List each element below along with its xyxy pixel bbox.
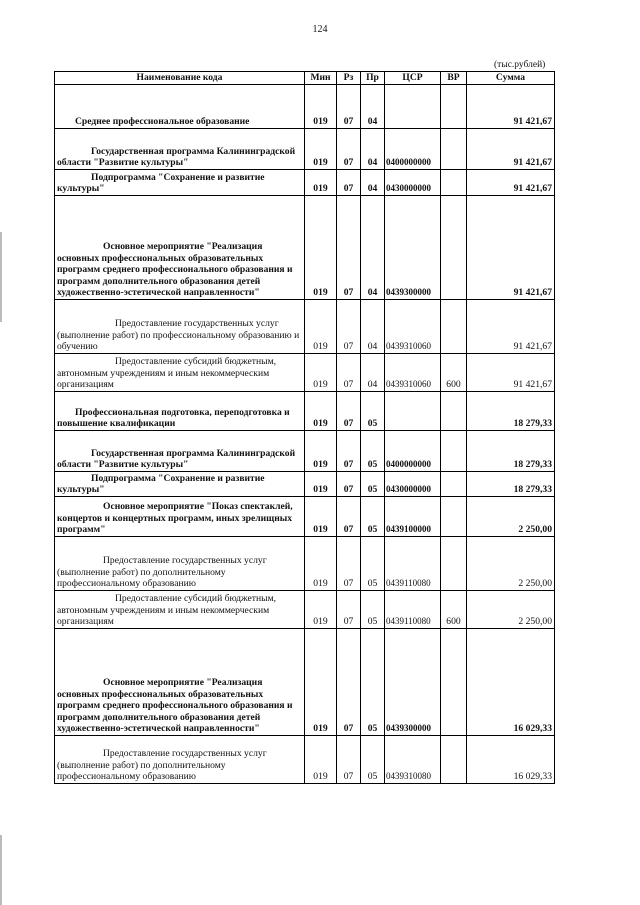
row-name: Предоставление государственных услуг (выполнение работ) по дополнительному профессиональному образованию: [55, 736, 305, 784]
table-row: [55, 129, 555, 170]
row-csr: 0439100000: [385, 497, 441, 537]
row-min: 019: [305, 591, 337, 629]
row-rz: 07: [337, 431, 361, 472]
row-csr: [385, 85, 441, 129]
row-pr: 05: [361, 591, 385, 629]
row-pr: 04: [361, 85, 385, 129]
row-name: Предоставление государственных услуг (выполнение работ) по дополнительному профессиональному образованию: [55, 537, 305, 591]
row-vr: [441, 629, 467, 736]
row-sum: 91 421,67: [467, 196, 555, 300]
row-pr: 05: [361, 472, 385, 497]
table-row: [55, 431, 555, 472]
row-pr: 05: [361, 537, 385, 591]
row-name: Предоставление государственных услуг (выполнение работ) по профессиональному образованию и обучению: [55, 300, 305, 354]
row-vr: [441, 392, 467, 431]
table-row: [55, 85, 555, 129]
row-name: Подпрограмма "Сохранение и развитие культуры": [55, 472, 305, 497]
budget-table: [54, 71, 555, 784]
row-sum: 16 029,33: [467, 629, 555, 736]
row-name: Предоставление субсидий бюджетным, автономным учреждениям и иным некоммерческим организациям: [55, 354, 305, 392]
row-sum: 2 250,00: [467, 497, 555, 537]
row-vr: [441, 431, 467, 472]
row-name: Основное мероприятие "Показ спектаклей, концертов и концертных программ, иных зрелищных программ": [55, 497, 305, 537]
row-rz: 07: [337, 736, 361, 784]
table-row: [55, 629, 555, 736]
row-min: 019: [305, 629, 337, 736]
page-number: 124: [312, 24, 328, 35]
row-name: Основное мероприятие "Реализация основных профессиональных образовательных программ среднего профессионального образования и программ дополнительного образования детей художественно-эстетической направленности": [55, 196, 305, 300]
row-vr: [441, 300, 467, 354]
row-rz: 07: [337, 300, 361, 354]
row-csr: 0439310060: [385, 300, 441, 354]
row-name: Государственная программа Калининградской области "Развитие культуры": [55, 431, 305, 472]
row-csr: 0439110080: [385, 537, 441, 591]
table-row: [55, 392, 555, 431]
row-rz: 07: [337, 85, 361, 129]
row-min: 019: [305, 392, 337, 431]
row-vr: [441, 497, 467, 537]
row-sum: 18 279,33: [467, 472, 555, 497]
row-rz: 07: [337, 170, 361, 196]
row-vr: [441, 537, 467, 591]
row-rz: 07: [337, 354, 361, 392]
row-name: Государственная программа Калининградской области "Развитие культуры": [55, 129, 305, 170]
header-rz: Рз: [337, 72, 361, 85]
row-csr: 0439110080: [385, 591, 441, 629]
table-row: [55, 472, 555, 497]
row-min: 019: [305, 170, 337, 196]
unit-note: (тыс.рублей): [494, 60, 546, 70]
row-csr: 0439300000: [385, 629, 441, 736]
row-sum: 91 421,67: [467, 85, 555, 129]
row-min: 019: [305, 736, 337, 784]
row-vr: 600: [441, 354, 467, 392]
row-min: 019: [305, 472, 337, 497]
scan-edge-mark: [0, 835, 2, 905]
row-csr: 0430000000: [385, 472, 441, 497]
row-vr: [441, 196, 467, 300]
row-pr: 04: [361, 129, 385, 170]
row-min: 019: [305, 196, 337, 300]
row-sum: 2 250,00: [467, 591, 555, 629]
row-min: 019: [305, 300, 337, 354]
row-sum: 91 421,67: [467, 129, 555, 170]
row-sum: 18 279,33: [467, 431, 555, 472]
row-name: Профессиональная подготовка, переподготовка и повышение квалификации: [55, 392, 305, 431]
row-sum: 18 279,33: [467, 392, 555, 431]
header-sum: Сумма: [467, 72, 555, 85]
row-csr: 0439310060: [385, 354, 441, 392]
table-row: [55, 170, 555, 196]
table-row: [55, 497, 555, 537]
row-pr: 05: [361, 431, 385, 472]
row-csr: 0439310080: [385, 736, 441, 784]
row-rz: 07: [337, 392, 361, 431]
row-min: 019: [305, 85, 337, 129]
row-rz: 07: [337, 537, 361, 591]
table-row: [55, 354, 555, 392]
row-rz: 07: [337, 196, 361, 300]
row-sum: 91 421,67: [467, 354, 555, 392]
row-csr: 0400000000: [385, 129, 441, 170]
header-vr: ВР: [441, 72, 467, 85]
row-vr: 600: [441, 591, 467, 629]
row-vr: [441, 472, 467, 497]
row-csr: 0430000000: [385, 170, 441, 196]
header-min: Мин: [305, 72, 337, 85]
row-sum: 91 421,67: [467, 170, 555, 196]
scan-edge-mark: [0, 232, 2, 322]
row-vr: [441, 736, 467, 784]
row-rz: 07: [337, 497, 361, 537]
row-min: 019: [305, 537, 337, 591]
row-min: 019: [305, 431, 337, 472]
row-csr: 0400000000: [385, 431, 441, 472]
row-sum: 2 250,00: [467, 537, 555, 591]
row-min: 019: [305, 129, 337, 170]
row-pr: 05: [361, 497, 385, 537]
row-csr: [385, 392, 441, 431]
header-csr: ЦСР: [385, 72, 441, 85]
row-rz: 07: [337, 629, 361, 736]
header-name: Наименование кода: [55, 72, 305, 85]
row-pr: 05: [361, 392, 385, 431]
table-row: [55, 196, 555, 300]
row-min: 019: [305, 497, 337, 537]
row-pr: 04: [361, 170, 385, 196]
row-csr: 0439300000: [385, 196, 441, 300]
row-name: Предоставление субсидий бюджетным, автономным учреждениям и иным некоммерческим организациям: [55, 591, 305, 629]
table-row: [55, 300, 555, 354]
row-pr: 04: [361, 196, 385, 300]
row-pr: 04: [361, 300, 385, 354]
row-sum: 91 421,67: [467, 300, 555, 354]
table-row: [55, 591, 555, 629]
table-header-row: [55, 72, 555, 85]
row-min: 019: [305, 354, 337, 392]
row-vr: [441, 129, 467, 170]
row-name: Среднее профессиональное образование: [55, 85, 305, 129]
header-pr: Пр: [361, 72, 385, 85]
row-rz: 07: [337, 129, 361, 170]
row-pr: 05: [361, 736, 385, 784]
table-row: [55, 736, 555, 784]
row-pr: 05: [361, 629, 385, 736]
row-name: Основное мероприятие "Реализация основных профессиональных образовательных программ среднего профессионального образования и программ дополнительного образования детей художественно-эстетической направленности": [55, 629, 305, 736]
row-name: Подпрограмма "Сохранение и развитие культуры": [55, 170, 305, 196]
row-pr: 04: [361, 354, 385, 392]
row-sum: 16 029,33: [467, 736, 555, 784]
row-rz: 07: [337, 591, 361, 629]
row-vr: [441, 170, 467, 196]
row-rz: 07: [337, 472, 361, 497]
table-row: [55, 537, 555, 591]
row-vr: [441, 85, 467, 129]
